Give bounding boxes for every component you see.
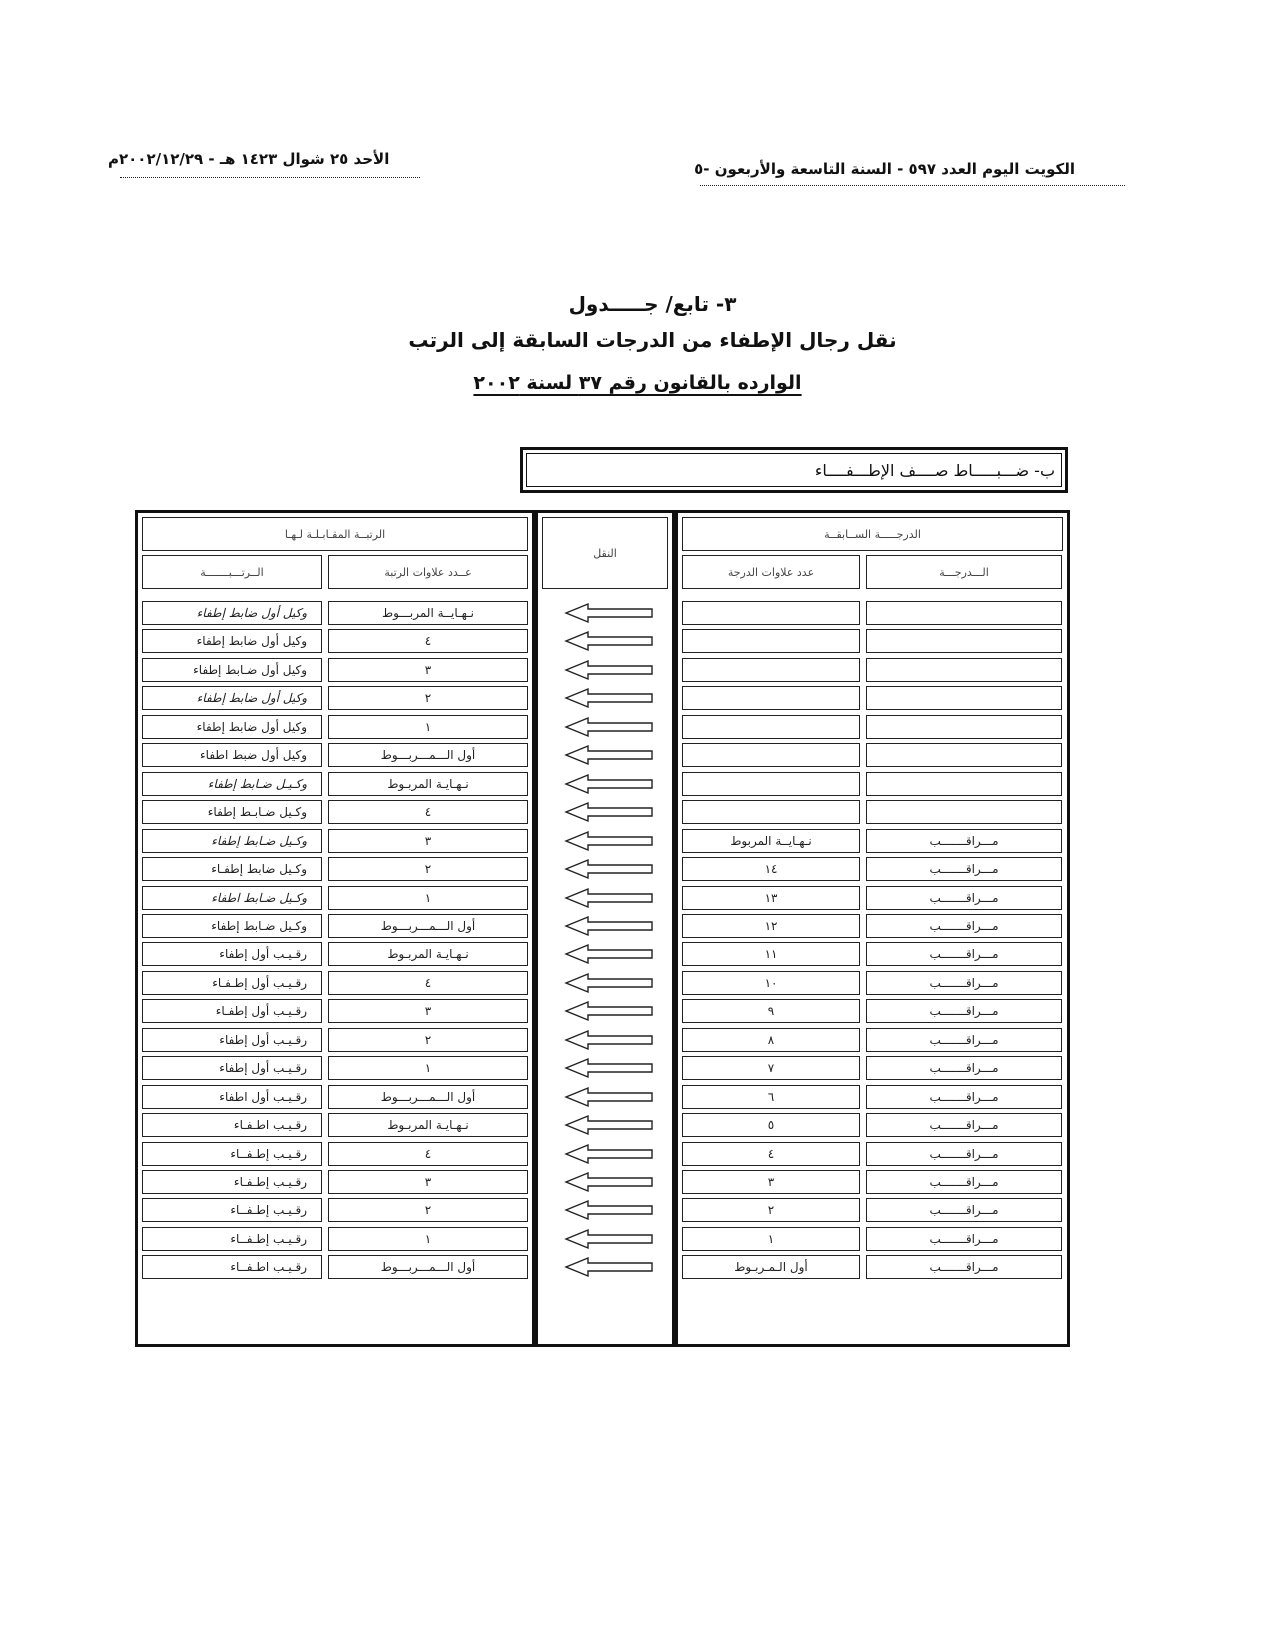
previous-increments-cell bbox=[682, 629, 860, 653]
new-rank-header: الــرتـــبـــــــة bbox=[142, 555, 322, 589]
page-header-left: الأحد ٢٥ شوال ١٤٢٣ هـ - ٢٠٠٢/١٢/٢٩م bbox=[108, 150, 390, 168]
new-increments-cell: ١ bbox=[328, 715, 528, 739]
previous-increments-cell: ٨ bbox=[682, 1028, 860, 1052]
new-rank-cell: رقـيـب اطـفـاء bbox=[142, 1113, 322, 1137]
new-increments-cell: ٣ bbox=[328, 829, 528, 853]
previous-grade-cell: مـــراقـــــــب bbox=[866, 1170, 1062, 1194]
new-increments-cell: ٤ bbox=[328, 629, 528, 653]
transfer-arrow-icon bbox=[564, 1199, 654, 1221]
previous-increments-cell: ٤ bbox=[682, 1142, 860, 1166]
transfer-arrow-icon bbox=[564, 744, 654, 766]
new-increments-cell: ٣ bbox=[328, 999, 528, 1023]
previous-increments-cell: ١٤ bbox=[682, 857, 860, 881]
previous-grade-cell: مـــراقـــــــب bbox=[866, 942, 1062, 966]
previous-increments-cell: ١٢ bbox=[682, 914, 860, 938]
new-increments-cell: أول الـــمـــربـــوط bbox=[328, 743, 528, 767]
new-increments-cell: نـهـايــة المربـــوط bbox=[328, 601, 528, 625]
previous-increments-cell: ٦ bbox=[682, 1085, 860, 1109]
previous-increments-cell: ١ bbox=[682, 1227, 860, 1251]
new-rank-cell: وكـيـل ضـابط إطفاء bbox=[142, 772, 322, 796]
previous-grade-cell: مـــراقـــــــب bbox=[866, 829, 1062, 853]
previous-increments-cell bbox=[682, 715, 860, 739]
previous-increments-cell: ١١ bbox=[682, 942, 860, 966]
new-increments-cell: ١ bbox=[328, 886, 528, 910]
previous-grade-group-header: الدرجـــــة الســابقــة bbox=[682, 517, 1063, 551]
new-rank-cell: رقـيـب إطـفــاء bbox=[142, 1227, 322, 1251]
previous-grade-cell: مـــراقـــــــب bbox=[866, 1227, 1062, 1251]
new-increments-cell: نـهـايـة المربـوط bbox=[328, 1113, 528, 1137]
transfer-arrow-icon bbox=[564, 630, 654, 652]
previous-increments-cell bbox=[682, 800, 860, 824]
previous-increments-cell: ٣ bbox=[682, 1170, 860, 1194]
transfer-header: النقل bbox=[542, 517, 668, 589]
previous-grade-cell: مـــراقـــــــب bbox=[866, 999, 1062, 1023]
table-law-subtitle bbox=[0, 372, 1275, 394]
previous-grade-cell: مـــراقـــــــب bbox=[866, 1113, 1062, 1137]
page-header-right: الكويت اليوم العدد ٥٩٧ - السنة التاسعة والأربعون -٥ bbox=[694, 160, 1075, 178]
new-rank-cell: رقـيـب إطـفـاء bbox=[142, 1170, 322, 1194]
new-rank-cell: وكيل أول ضابط إطفاء bbox=[142, 686, 322, 710]
law-reference: الوارده بالقانون رقم ٣٧ لسنة ٢٠٠٢ bbox=[473, 372, 802, 394]
header-rule-right bbox=[700, 185, 1125, 186]
new-increments-cell: ٤ bbox=[328, 971, 528, 995]
previous-grade-cell bbox=[866, 772, 1062, 796]
new-rank-cell: وكـيل ضـابط اطفاء bbox=[142, 886, 322, 910]
new-increments-cell: ٤ bbox=[328, 1142, 528, 1166]
new-increments-cell: نـهـايـة المربـوط bbox=[328, 772, 528, 796]
section-label: ب- ضـــبـــــاط صــــف الإطـــفــــاء bbox=[526, 453, 1062, 487]
previous-grade-cell: مـــراقـــــــب bbox=[866, 1056, 1062, 1080]
new-rank-cell: وكيل أول ضبط اطفاء bbox=[142, 743, 322, 767]
previous-grade-cell: مـــراقـــــــب bbox=[866, 914, 1062, 938]
table-number-title: ٣- تابع/ جـــــدول bbox=[568, 292, 737, 316]
transfer-arrow-icon bbox=[564, 1057, 654, 1079]
new-rank-cell: وكـيل ضابط إطفـاء bbox=[142, 857, 322, 881]
new-increments-cell: أول الـــمـــربـــوط bbox=[328, 1255, 528, 1279]
new-increments-cell: ٣ bbox=[328, 658, 528, 682]
transfer-arrow-icon bbox=[564, 1114, 654, 1136]
new-rank-cell: وكيل أول ضـابط إطفاء bbox=[142, 658, 322, 682]
new-rank-cell: وكـيل ضـابط إطفاء bbox=[142, 914, 322, 938]
transfer-arrow-icon bbox=[564, 972, 654, 994]
new-rank-cell: رقـيـب إطـفــاء bbox=[142, 1198, 322, 1222]
previous-grade-cell: مـــراقـــــــب bbox=[866, 1085, 1062, 1109]
transfer-arrow-icon bbox=[564, 1000, 654, 1022]
table-main-title: نقل رجال الإطفاء من الدرجات السابقة إلى الرتب bbox=[408, 328, 897, 352]
new-rank-cell: وكيل أول ضابط إطفاء bbox=[142, 629, 322, 653]
new-increments-cell: ٢ bbox=[328, 1028, 528, 1052]
new-increments-cell: ٢ bbox=[328, 857, 528, 881]
transfer-arrow-icon bbox=[564, 1143, 654, 1165]
previous-increments-cell: ١٣ bbox=[682, 886, 860, 910]
previous-grade-panel bbox=[675, 510, 1070, 1347]
transfer-arrow-icon bbox=[564, 830, 654, 852]
previous-increments-cell bbox=[682, 743, 860, 767]
transfer-arrow-icon bbox=[564, 1171, 654, 1193]
transfer-arrow-icon bbox=[564, 602, 654, 624]
previous-grade-cell: مـــراقـــــــب bbox=[866, 857, 1062, 881]
previous-increments-cell: ٩ bbox=[682, 999, 860, 1023]
new-rank-panel bbox=[135, 510, 535, 1347]
new-rank-cell: رقـيـب أول اطفاء bbox=[142, 1085, 322, 1109]
transfer-arrow-icon bbox=[564, 773, 654, 795]
new-rank-cell: رقـيـب أول إطفاء bbox=[142, 1056, 322, 1080]
transfer-arrow-icon bbox=[564, 801, 654, 823]
previous-increments-cell: ٢ bbox=[682, 1198, 860, 1222]
new-rank-cell: رقـيـب أول إطفاء bbox=[142, 942, 322, 966]
previous-increments-cell: نـهـايــة المربوط bbox=[682, 829, 860, 853]
previous-grade-cell: مـــراقـــــــب bbox=[866, 1028, 1062, 1052]
transfer-panel bbox=[535, 510, 675, 1347]
previous-grade-cell bbox=[866, 800, 1062, 824]
transfer-arrow-icon bbox=[564, 1029, 654, 1051]
previous-grade-cell: مـــراقـــــــب bbox=[866, 1255, 1062, 1279]
new-increments-cell: ١ bbox=[328, 1056, 528, 1080]
previous-increments-cell bbox=[682, 686, 860, 710]
new-rank-cell: رقـيـب أول إطفـاء bbox=[142, 999, 322, 1023]
new-rank-cell: رقـيـب أول إطـفـاء bbox=[142, 971, 322, 995]
new-increments-cell: ١ bbox=[328, 1227, 528, 1251]
transfer-arrow-icon bbox=[564, 943, 654, 965]
previous-increments-cell bbox=[682, 658, 860, 682]
new-rank-group-header: الرتبــة المقـابـلـة لـهـا bbox=[142, 517, 528, 551]
transfer-arrow-icon bbox=[564, 1256, 654, 1278]
previous-increments-cell bbox=[682, 772, 860, 796]
previous-grade-cell bbox=[866, 743, 1062, 767]
transfer-table bbox=[135, 510, 1070, 1347]
transfer-arrow-icon bbox=[564, 915, 654, 937]
previous-grade-cell bbox=[866, 601, 1062, 625]
previous-increments-cell: ٧ bbox=[682, 1056, 860, 1080]
transfer-arrow-icon bbox=[564, 716, 654, 738]
previous-grade-cell: مـــراقـــــــب bbox=[866, 971, 1062, 995]
previous-increments-cell bbox=[682, 601, 860, 625]
new-increments-cell: ٢ bbox=[328, 1198, 528, 1222]
new-increments-cell: ٣ bbox=[328, 1170, 528, 1194]
header-rule-left bbox=[120, 177, 420, 178]
new-rank-cell: وكـيل ضـابط إطفاء bbox=[142, 829, 322, 853]
new-increments-header: عــدد علاوات الرتبة bbox=[328, 555, 528, 589]
previous-increments-cell: ٥ bbox=[682, 1113, 860, 1137]
transfer-arrow-icon bbox=[564, 1086, 654, 1108]
previous-grade-cell: مـــراقـــــــب bbox=[866, 1198, 1062, 1222]
previous-grade-header: الـــدرجـــة bbox=[866, 555, 1062, 589]
previous-increments-header: عدد علاوات الدرجة bbox=[682, 555, 860, 589]
new-increments-cell: ٢ bbox=[328, 686, 528, 710]
new-rank-cell: رقـيـب أول إطفاء bbox=[142, 1028, 322, 1052]
transfer-arrow-icon bbox=[564, 687, 654, 709]
previous-grade-cell bbox=[866, 686, 1062, 710]
new-rank-cell: رقـيـب إطـفــاء bbox=[142, 1142, 322, 1166]
new-increments-cell: أول الـــمـــربـــوط bbox=[328, 914, 528, 938]
new-increments-cell: نـهـايـة المربـوط bbox=[328, 942, 528, 966]
transfer-arrow-icon bbox=[564, 887, 654, 909]
new-rank-cell: وكيل أول ضابط إطفاء bbox=[142, 715, 322, 739]
new-increments-cell: ٤ bbox=[328, 800, 528, 824]
previous-grade-cell bbox=[866, 715, 1062, 739]
new-rank-cell: وكـيل ضـابـط إطفاء bbox=[142, 800, 322, 824]
new-rank-cell: وكيل أول ضابط إطفاء bbox=[142, 601, 322, 625]
previous-grade-cell bbox=[866, 629, 1062, 653]
previous-grade-cell bbox=[866, 658, 1062, 682]
transfer-arrow-icon bbox=[564, 659, 654, 681]
new-rank-cell: رقـيـب اطـفــاء bbox=[142, 1255, 322, 1279]
section-label-box bbox=[520, 447, 1068, 493]
previous-grade-cell: مـــراقـــــــب bbox=[866, 1142, 1062, 1166]
previous-increments-cell: أول الـمـربـوط bbox=[682, 1255, 860, 1279]
transfer-arrow-icon bbox=[564, 858, 654, 880]
new-increments-cell: أول الـــمـــربـــوط bbox=[328, 1085, 528, 1109]
transfer-arrow-icon bbox=[564, 1228, 654, 1250]
previous-grade-cell: مـــراقـــــــب bbox=[866, 886, 1062, 910]
previous-increments-cell: ١٠ bbox=[682, 971, 860, 995]
